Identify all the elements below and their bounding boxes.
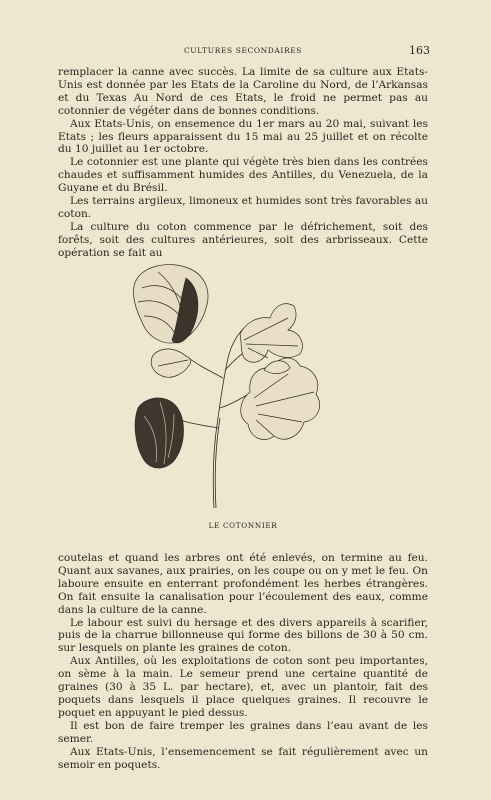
running-head — [58, 44, 428, 58]
paragraph: Il est bon de faire tremper les graines dans l’eau avant de les semer. — [58, 719, 428, 745]
text-block-top — [58, 66, 428, 260]
paragraph: Le cotonnier est une plante qui végète très bien dans les contrées chaudes et suffisamment humides des Antilles, du Venezuela, de la Guyane et du Brésil. — [58, 156, 428, 195]
paragraph: Les terrains argileux, limoneux et humides sont très favorables au coton. — [58, 195, 428, 220]
cotton-leaf-right-top — [240, 304, 302, 363]
paragraph: La culture du coton commence par le défrichement, soit des forêts, soit des cultures antérieures, soit des arbrisseaux. Cette opération se fait au — [58, 220, 428, 259]
figure-caption: LE COTONNIER — [208, 521, 278, 530]
cotton-leaf-left-middle — [151, 349, 191, 377]
paragraph: Le labour est suivi du hersage et des divers appareils à scarifier, puis de la charrue billonneuse qui forme des billons de 30 à 50 cm. sur lesquels on plante les graines de coton. — [58, 616, 428, 655]
paragraph: Aux Etats-Unis, on ensemence du 1er mars au 20 mai, suivant les Etats ; les fleurs apparaissent du 15 mai au 25 juillet et on récolte du 10 juillet au 1er octobre. — [58, 117, 428, 156]
text-block-bottom — [58, 552, 428, 771]
running-head-title: CULTURES SECONDAIRES — [183, 46, 303, 55]
paragraph: remplacer la canne avec succès. La limite de sa culture aux Etats-Unis est donnée par les Etats de la Caroline du Nord, de l’Arkansas et du Texas Au Nord de ces Etats, le froid ne permet pas au cotonnier de végéter dans de bonnes conditions. — [58, 66, 428, 117]
paragraph: Aux Antilles, où les exploitations de coton sont peu importantes, on sème à la main. Le semeur prend une certaine quantité de graines (30 à 35 L. par hectare), et, avec un plantoir, fait des poquets dans lesquels il place quelques graines. Il recouvre le poquet en appuyant le pied dessus. — [58, 655, 428, 719]
paragraph: Aux Etats-Unis, l’ensemencement se fait régulièrement avec un semoir en poquets. — [58, 745, 428, 771]
page-number: 163 — [409, 44, 430, 57]
cotton-boll-top — [133, 265, 208, 343]
paragraph: coutelas et quand les arbres ont été enlevés, on termine au feu. Quant aux savanes, aux prairies, on les coupe ou on y met le feu. On laboure ensuite en enterrant profondément les herbes étrangères. On fait ensuite la canalisation pour l’écoulement des eaux, comme dans la culture de la canne. — [58, 552, 428, 616]
cotton-boll-bottom — [135, 398, 183, 468]
cotton-plant-illustration — [128, 258, 328, 513]
